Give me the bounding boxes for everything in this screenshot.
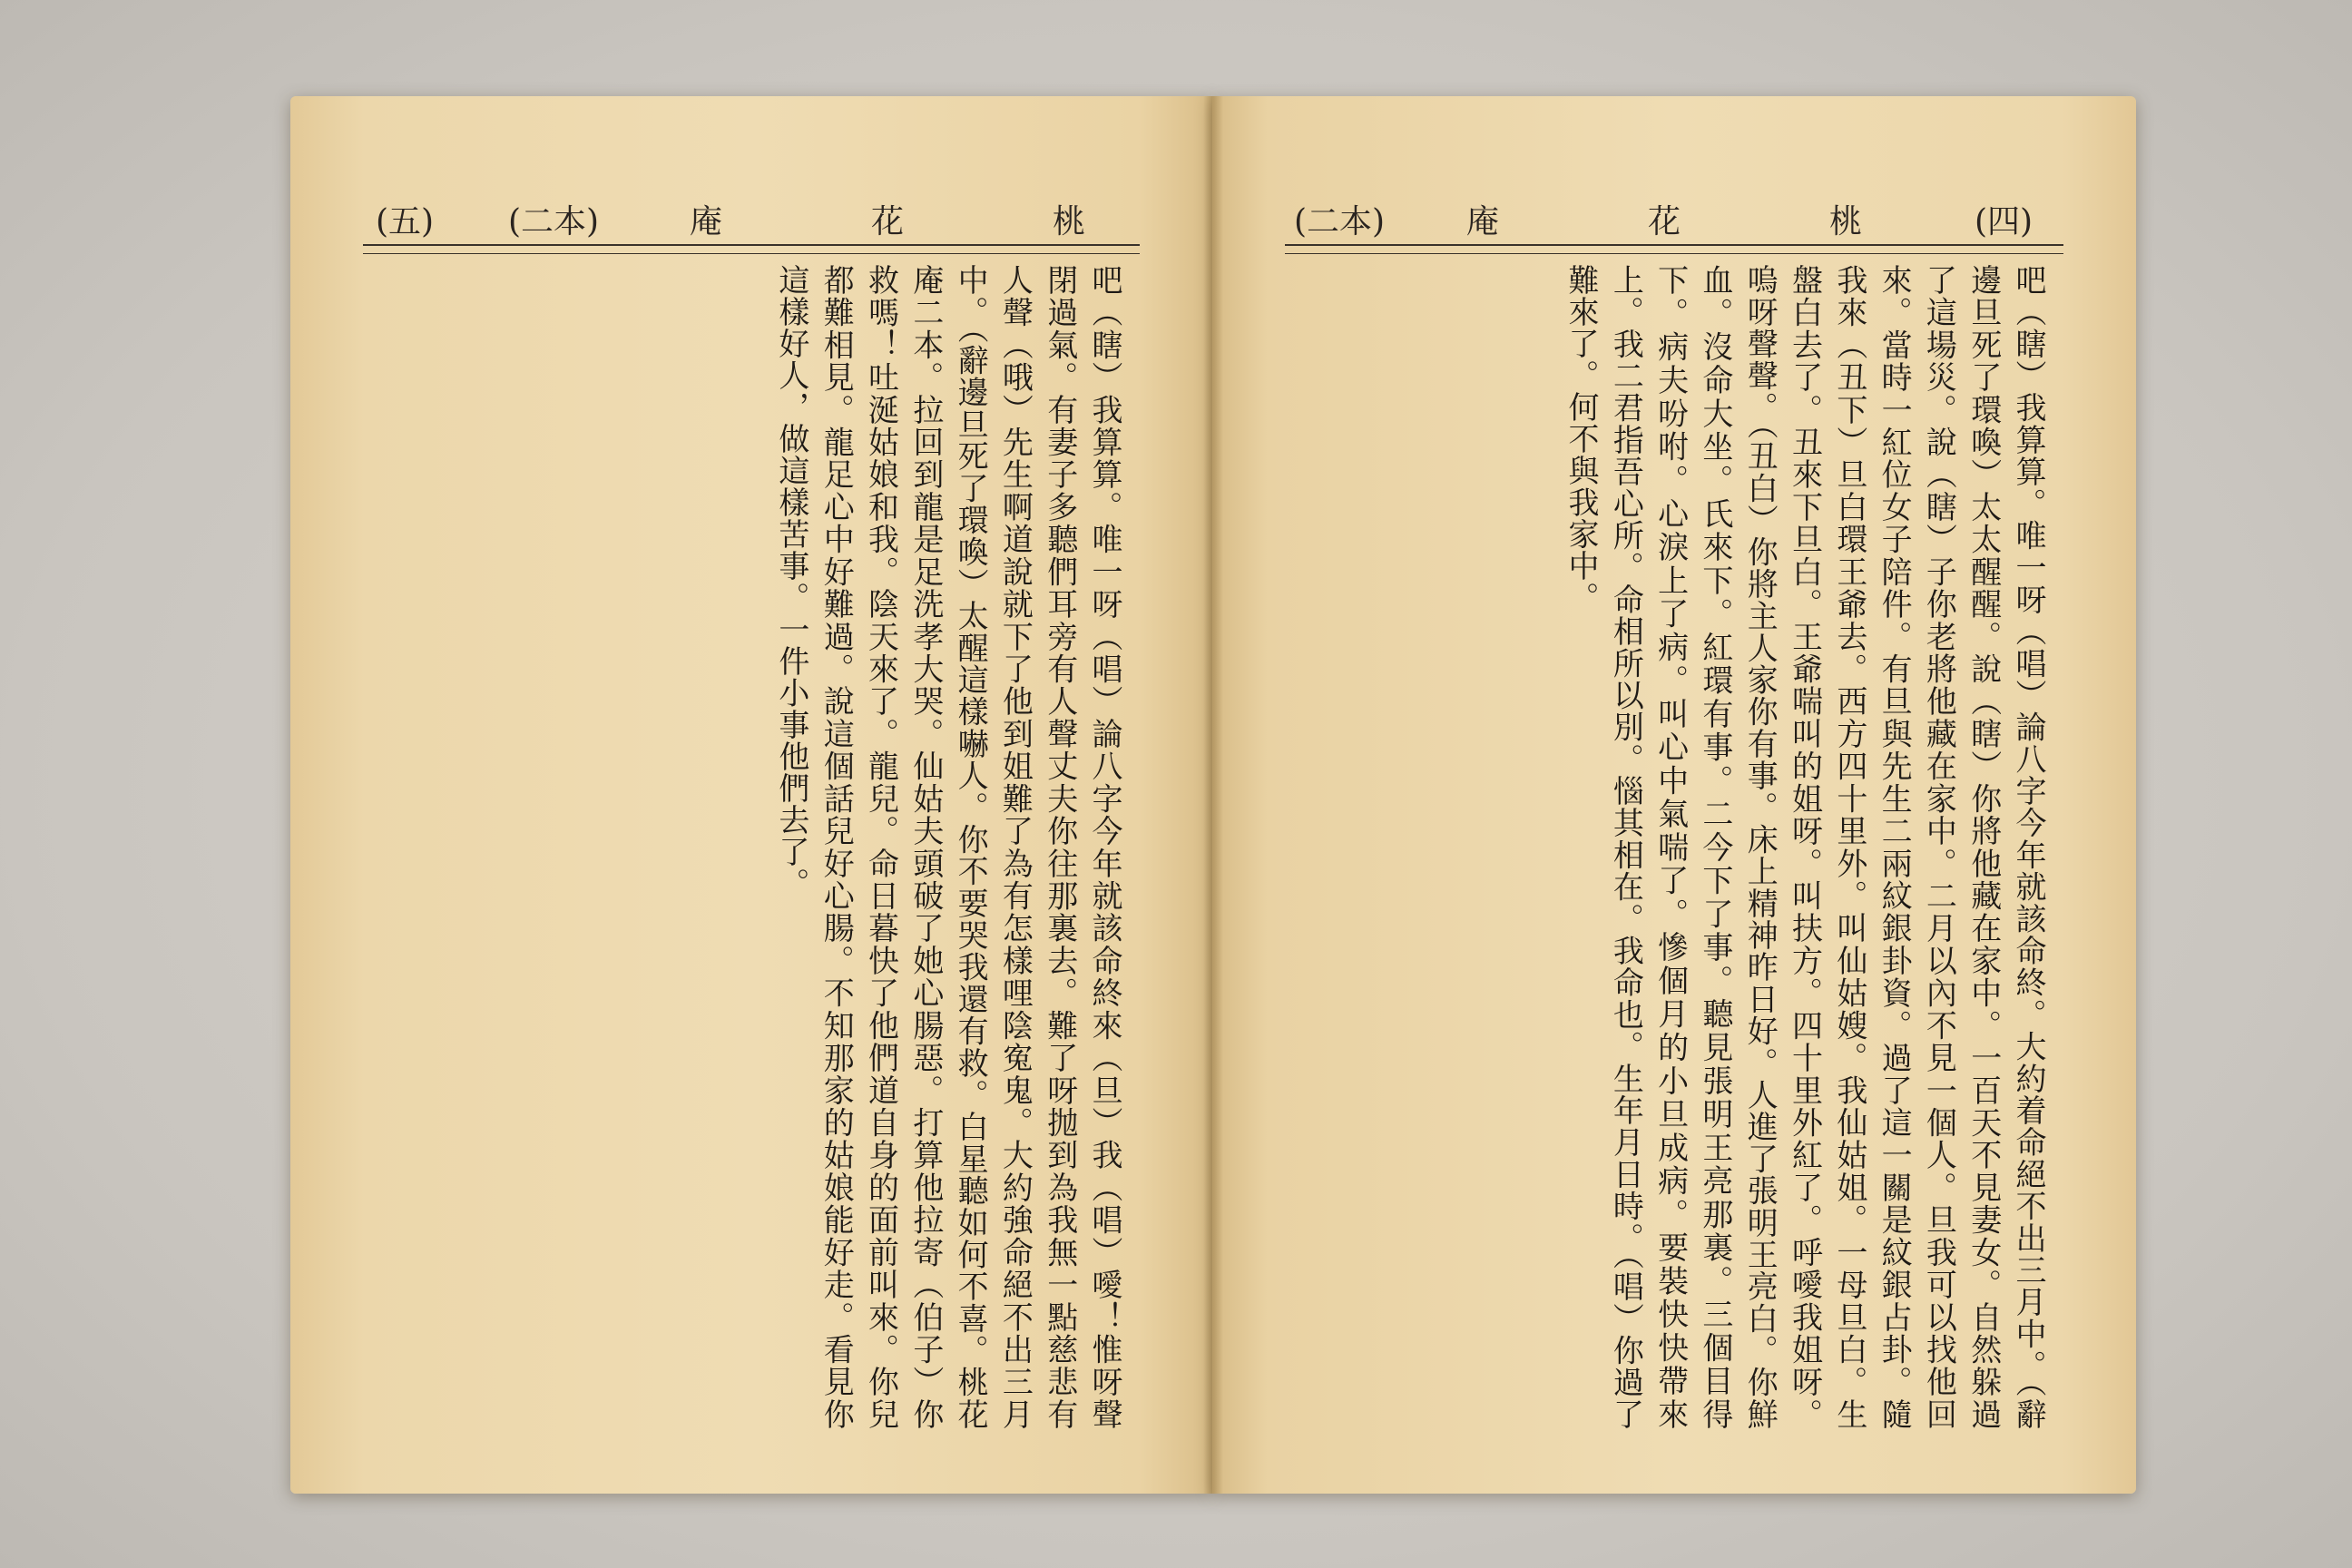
left-page [290, 96, 1212, 1494]
page-number: (四) [1975, 203, 2034, 240]
title-char: 桃 [1053, 203, 1086, 240]
title-char: 花 [1648, 203, 1681, 240]
title-char: 花 [871, 203, 905, 240]
volume-label: (二本) [508, 203, 600, 240]
body-paragraph: 吧（瞎）我算算。唯一呀（唱）論八字今年就該命終來（旦）我（唱）噯！惟呀聲閉過氣。有妻子多聽們耳旁有人聲丈夫你往那裏去。難了呀抛到為我無一點慈悲有人聲（哦）先生啊道說就下了他到姐難了為有怎樣哩陰寃鬼。大約強命絕不出三月中。（辭邊旦死了環喚）太醒這樣嚇人。你不要哭我還有救。白星聽如何不喜。桃花庵二本。拉回到龍是足洗孝大哭。仙姑夫頭破了她心腸惡。打算他拉寄（伯子）你救嗎！吐涎姑娘和我。陰天來了。龍兒。命日暮快了他們道自身的面前叫來。你兒都難相見。龍足心中好難過。說這個話兒好心腸。不知那家的姑娘能好走。看見你這樣好人，做這樣苦事。一件小事他們去了。 [772, 264, 1122, 1430]
volume-label: (二本) [1294, 203, 1386, 240]
header-rule [363, 244, 1140, 254]
title-char: 桃 [1829, 203, 1863, 240]
title-char: 庵 [1466, 203, 1500, 240]
right-page [1212, 96, 2136, 1494]
title-char: 庵 [690, 203, 723, 240]
header-rule [1285, 244, 2063, 254]
page-number: (五) [376, 203, 435, 240]
body-text [1303, 264, 2050, 1430]
right-page-header [1285, 187, 2063, 241]
body-paragraph: 吧（瞎）我算算。唯一呀（唱）論八字今年就該命終。大約着命絕不出三月中。（辭邊旦死了環喚）太太醒醒。說（瞎）你將他藏在家中。一百天不見妻女。自然躲過了這場災。說（瞎）子你老將他藏在家中。二月以內不見一個人。旦我可以找他回來。當時一紅位女子陪件。有旦與先生二兩紋銀卦資。過了這一關是紋銀占卦。隨我來（丑下）旦白環王爺去。西方四十里外。叫仙姑嫂。我仙姑姐。一母旦白。生盤白去了。丑來下旦白。王爺喘叫的姐呀。叫扶方。四十里外紅了。呼噯我姐呀。嗚呀聲聲。（丑白）你將主人家你有事。床上精神昨日好。人進了張明王亮白。你鮮血。沒命大坐。氏來下。紅環有事。二今下了事。聽見張明王亮那裏。三個目得下。病夫吩咐。心淚上了病。叫心中氣喘了。慘個月的小旦成病。要裝快快帶來上。我二君指吾心所。命相所以別。惱其相在。我命也。生年月日時。（唱）你過了難來了。何不與我家中。 [1563, 264, 2046, 1430]
body-text [381, 264, 1126, 1430]
book-gutter [1203, 96, 1223, 1494]
left-page-header [363, 187, 1140, 241]
